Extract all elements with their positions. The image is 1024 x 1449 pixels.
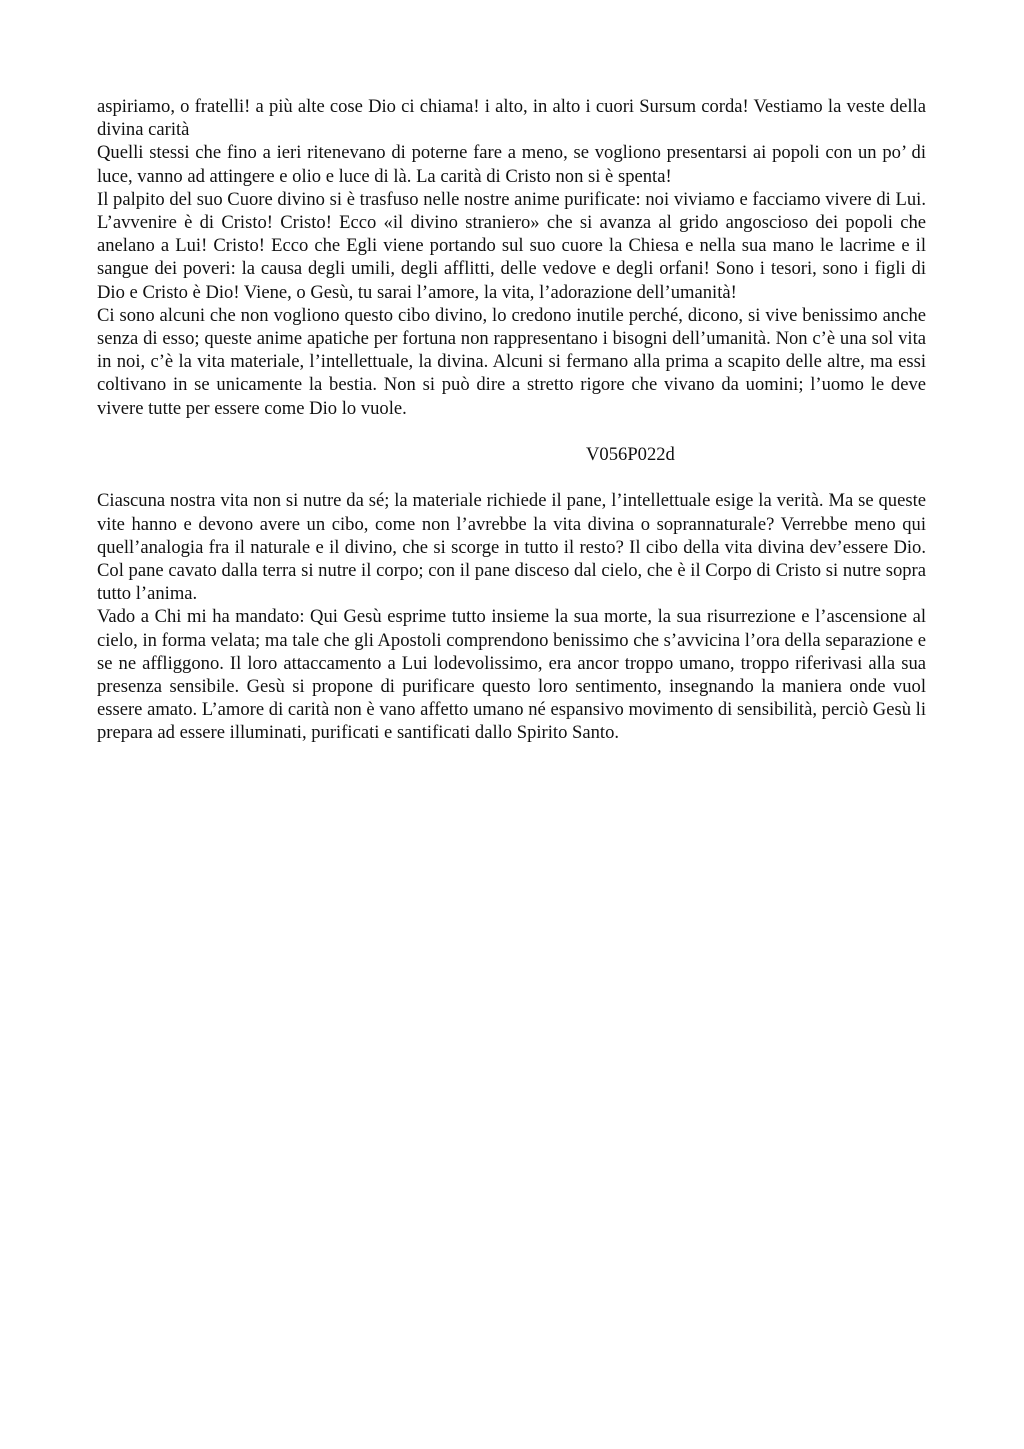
paragraph: Il palpito del suo Cuore divino si è trasfuso nelle nostre anime purificate: noi viviamo e facciamo vivere di Lui. L’avvenire è di Cristo! Cristo! Ecco «il divino straniero» che si avanza al grido angoscioso dei popoli che anelano a Lui! Cristo! Ecco che Egli viene portando sul suo cuore la Chiesa e nella sua mano le lacrime e il sangue dei poveri: la causa degli umili, degli afflitti, delle vedove e degli orfani! Sono i tesori, sono i figli di Dio e Cristo è Dio! Viene, o Gesù, tu sarai l’amore, la vita, l’adorazione dell’umanità! xyxy=(97,188,926,303)
page-reference: V056P022d xyxy=(586,444,675,466)
paragraph: Ciascuna nostra vita non si nutre da sé; la materiale richiede il pane, l’intellettuale esige la verità. Ma se queste vite hanno e devono avere un cibo, come non l’avrebbe la vita divina o soprannaturale? Verrebbe meno qui quell’analogia fra il naturale e il divino, che si scorge in tutto il resto? Il cibo della vita divina dev’essere Dio. Col pane cavato dalla terra si nutre il corpo; con il pane disceso dal cielo, che è il Corpo di Cristo si nutre sopra tutto l’anima. xyxy=(97,490,926,605)
paragraph: aspiriamo, o fratelli! a più alte cose Dio ci chiama! i alto, in alto i cuori Sursum corda! Vestiamo la veste della divina carità xyxy=(97,96,926,141)
paragraph: Ci sono alcuni che non vogliono questo cibo divino, lo credono inutile perché, dicono, si vive benissimo anche senza di esso; queste anime apatiche per fortuna non rappresentano i bisogni dell’umanità. Non c’è una sol vita in noi, c’è la vita materiale, l’intellettuale, la divina. Alcuni si fermano alla prima a scapito delle altre, ma essi coltivano in se unicamente la bestia. Non si può dire a stretto rigore che vivano da uomini; l’uomo le deve vivere tutte per essere come Dio lo vuole. xyxy=(97,304,926,419)
paragraph: Quelli stessi che fino a ieri ritenevano di poterne fare a meno, se vogliono presentarsi ai popoli con un po’ di luce, vanno ad attingere e olio e luce di là. La carità di Cristo non si è spenta! xyxy=(97,142,926,187)
document-page xyxy=(97,95,926,745)
paragraph: Vado a Chi mi ha mandato: Qui Gesù esprime tutto insieme la sua morte, la sua risurrezione e l’ascensione al cielo, in forma velata; ma tale che gli Apostoli comprendono benissimo che s’avvicina l’ora della separazione e se ne affliggono. Il loro attaccamento a Lui lodevolissimo, era ancor troppo umano, troppo riferivasi alla sua presenza sensibile. Gesù si propone di purificare questo loro sentimento, insegnando la maniera onde vuol essere amato. L’amore di carità non è vano affetto umano né espansivo movimento di sensibilità, perciò Gesù li prepara ad essere illuminati, purificati e santificati dallo Spirito Santo. xyxy=(97,606,926,744)
